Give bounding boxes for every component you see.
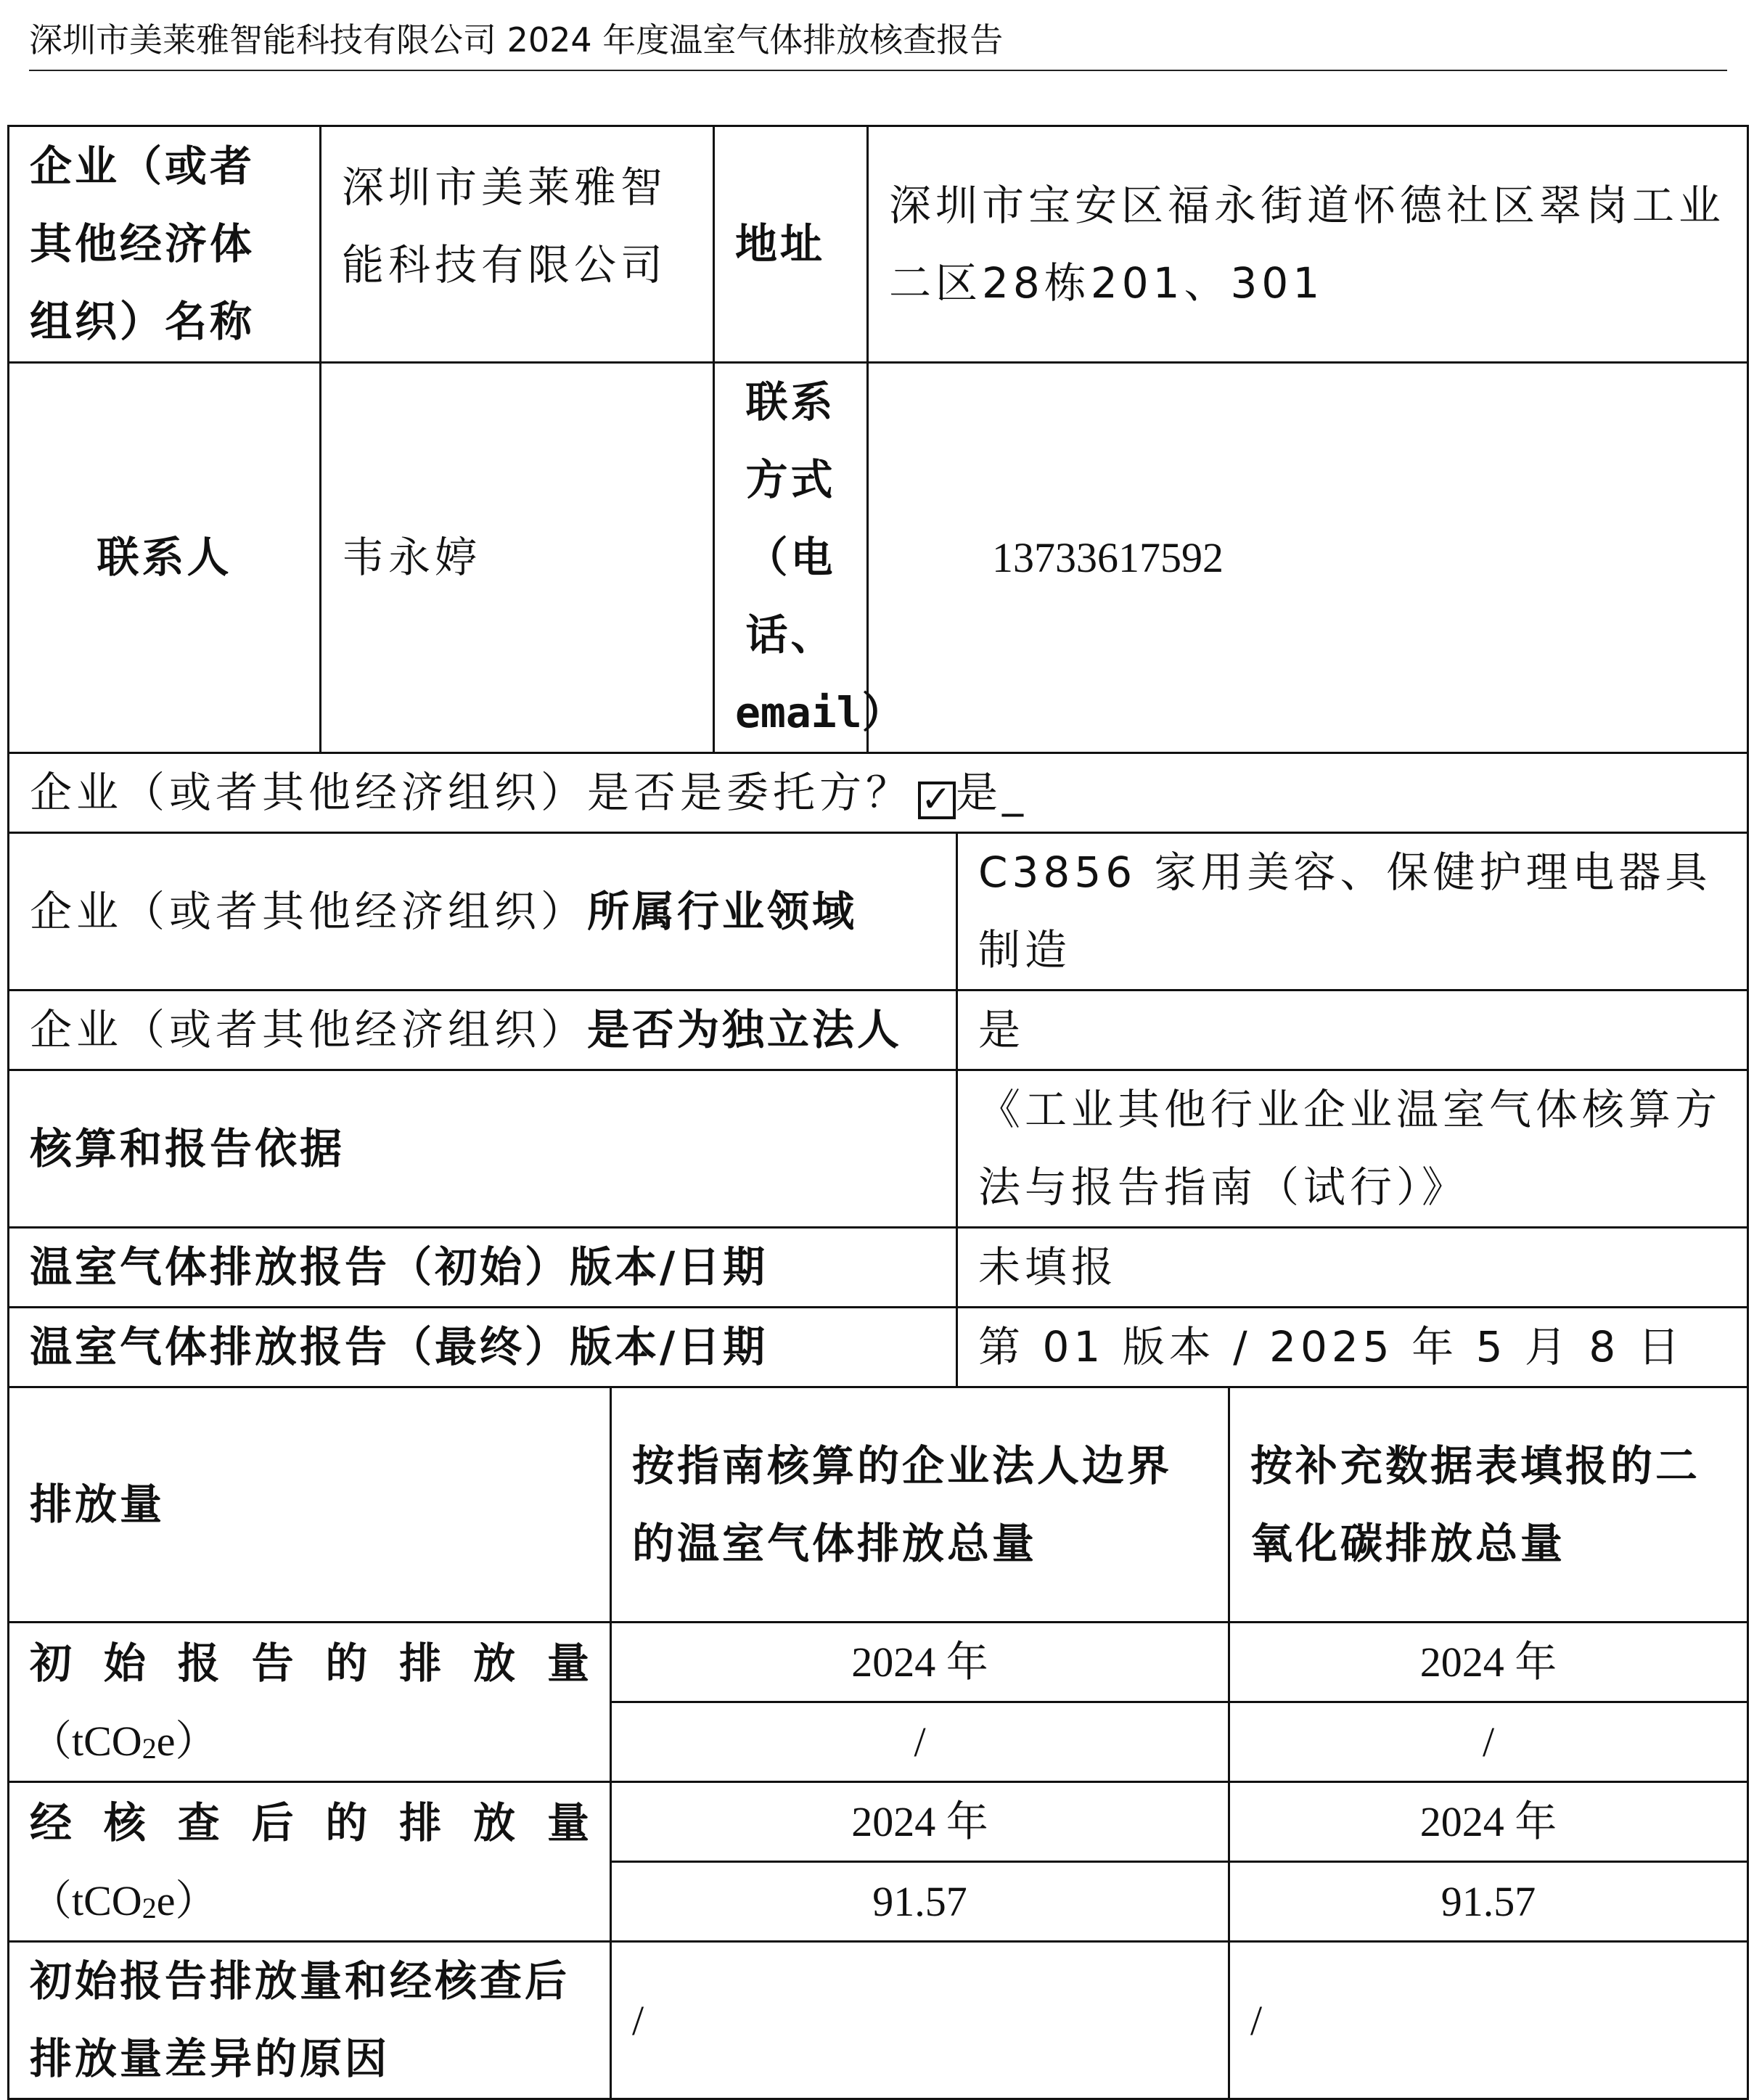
delegate-question: 企业（或者其他经济组织）是否是委托方？	[30, 768, 913, 817]
initial-emission-unit: （tCO$_2$e）	[30, 1717, 218, 1765]
contact-person-value: 韦永婷	[321, 363, 714, 753]
initial-emission-text: 初始报告的排放量	[30, 1638, 589, 1688]
verified-value-col1: 91.57	[611, 1862, 1229, 1942]
emissions-label: 排放量	[9, 1387, 611, 1623]
contact-method-line1: 联系方式	[745, 377, 836, 504]
initial-value-col1: /	[611, 1702, 1229, 1782]
company-name-value: 深圳市美莱雅智能科技有限公司	[321, 126, 714, 363]
emissions-header-row	[9, 1387, 1748, 1623]
legal-person-label	[9, 990, 957, 1070]
initial-year-col1: 2024 年	[611, 1623, 1229, 1702]
verification-table	[7, 125, 1749, 2100]
legal-person-label-prefix: 企业（或者其他经济组织）	[30, 1005, 588, 1054]
verified-value-col2: 91.57	[1229, 1862, 1748, 1942]
initial-year-row	[9, 1623, 1748, 1702]
verified-emission-label	[9, 1782, 611, 1942]
legal-person-row	[9, 990, 1748, 1070]
industry-label	[9, 833, 957, 990]
report-initial-label: 温室气体排放报告（初始）版本/日期	[9, 1228, 957, 1308]
diff-row	[9, 1942, 1748, 2099]
diff-label: 初始报告排放量和经核查后排放量差异的原因	[9, 1942, 611, 2099]
delegate-row	[9, 753, 1748, 833]
initial-year-col2: 2024 年	[1229, 1623, 1748, 1702]
report-final-row	[9, 1308, 1748, 1387]
delegate-cell	[9, 753, 1748, 833]
delegate-answer: 是_	[956, 768, 1028, 817]
phone-value: 13733617592	[868, 363, 1748, 753]
industry-label-bold: 所属行业领域	[587, 886, 858, 936]
legal-person-label-bold: 是否为独立法人	[587, 1005, 903, 1054]
address-value: 深圳市宝安区福永街道怀德社区翠岗工业二区28栋201、301	[868, 126, 1748, 363]
contact-row	[9, 363, 1748, 753]
industry-label-prefix: 企业（或者其他经济组织）	[30, 886, 588, 936]
page-header: 深圳市美莱雅智能科技有限公司 2024 年度温室气体排放核查报告	[29, 15, 1727, 71]
initial-value-col2: /	[1229, 1702, 1748, 1782]
verified-emission-unit: （tCO$_2$e）	[30, 1877, 218, 1924]
report-final-value: 第 01 版本 / 2025 年 5 月 8 日	[957, 1308, 1748, 1387]
contact-method-line3: email）	[735, 688, 904, 737]
contact-method-line2: （电话、	[745, 533, 836, 660]
diff-value-col2: /	[1229, 1942, 1748, 2099]
address-label: 地址	[714, 126, 868, 363]
company-name-label: 企业（或者其他经济体组织）名称	[9, 126, 321, 363]
verified-year-col2: 2024 年	[1229, 1782, 1748, 1862]
basis-label: 核算和报告依据	[9, 1070, 957, 1228]
report-final-label: 温室气体排放报告（最终）版本/日期	[9, 1308, 957, 1387]
contact-method-label	[714, 363, 904, 753]
industry-row	[9, 833, 1748, 990]
industry-value: C3856 家用美容、保健护理电器具制造	[957, 833, 1748, 990]
report-initial-value: 未填报	[957, 1228, 1748, 1308]
emissions-col1-header: 按指南核算的企业法人边界的温室气体排放总量	[611, 1387, 1229, 1623]
company-row	[9, 126, 1748, 363]
basis-value: 《工业其他行业企业温室气体核算方法与报告指南（试行）》	[957, 1070, 1748, 1228]
report-initial-row	[9, 1228, 1748, 1308]
checkbox-checked-icon: ✓	[918, 782, 956, 819]
contact-person-label: 联系人	[9, 363, 321, 753]
verified-year-row	[9, 1782, 1748, 1862]
initial-emission-label	[9, 1623, 611, 1782]
diff-value-col1: /	[611, 1942, 1229, 2099]
emissions-col2-header: 按补充数据表填报的二氧化碳排放总量	[1229, 1387, 1748, 1623]
legal-person-value: 是	[957, 990, 1748, 1070]
verified-year-col1: 2024 年	[611, 1782, 1229, 1862]
basis-row	[9, 1070, 1748, 1228]
verified-emission-text: 经核查后的排放量	[30, 1797, 589, 1847]
